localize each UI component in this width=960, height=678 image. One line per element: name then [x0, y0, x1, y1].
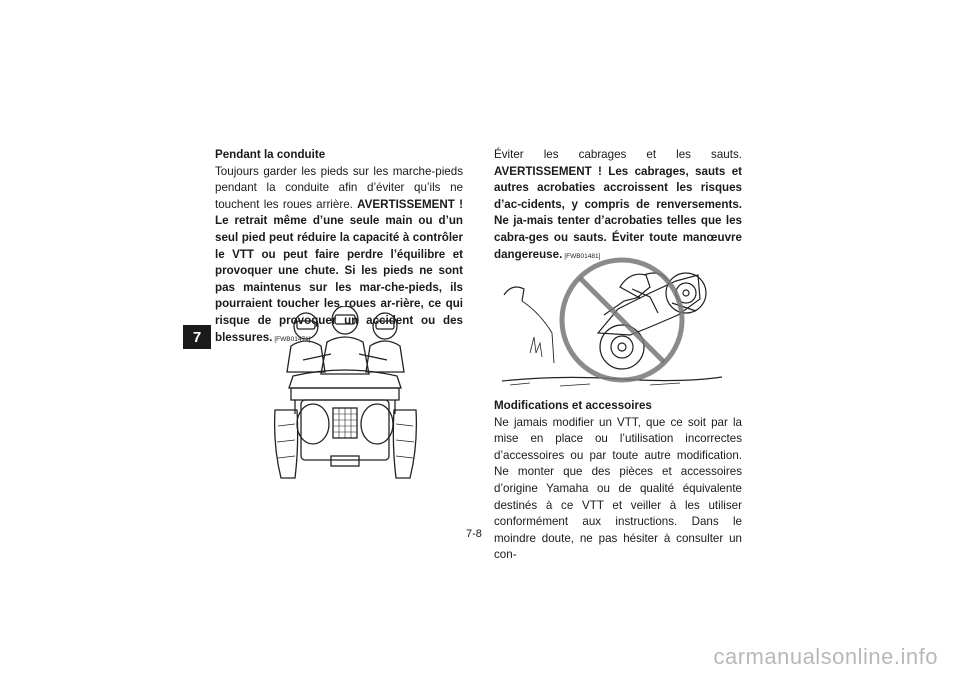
chapter-tab: 7: [183, 325, 211, 349]
riders-on-atv-illustration: [273, 306, 418, 484]
riding-warning: AVERTISSEMENT ! Le retrait même d’une seule main ou d’un seul pied peut réduire la capacité à contrôler le VTT ou peut faire perdre l’équilibre et provoquer une chute. Si les pieds ne sont pas maintenus sur les mar-che-pieds, ils pourraient toucher les roues ar-rière, ce qui risque de provoquer un accident ou des blessures.: [215, 197, 463, 344]
riding-warning-ref: [FWB01471]: [274, 335, 311, 343]
page-number: 7-8: [466, 528, 482, 540]
watermark: carmanualsonline.info: [713, 644, 938, 669]
right-column: [494, 147, 742, 265]
stunts-paragraph: [494, 147, 742, 265]
section-heading-modifications: Modifications et accessoires: [494, 399, 652, 412]
stunts-intro: Éviter les cabrages et les sauts.: [494, 148, 742, 161]
wheelie-prohibited-illustration: [500, 253, 725, 388]
modifications-paragraph: Ne jamais modifier un VTT, que ce soit par la mise en place ou l’utilisation incorrectes d’accessoires ou par toute autre modification. Ne monter que des pièces et accessoires d’origine Yamaha ou de qualité équivalente destinés à ce VTT et veiller à les utiliser conformément aux instructions. Dans le moindre doute, ne pas hésiter à consulter un con-: [494, 415, 742, 562]
riders-atv-drawing: [273, 306, 418, 484]
wheelie-prohibited-drawing: [500, 253, 725, 388]
riding-intro: Toujours garder les pieds sur les marche-pieds pendant la conduite afin d’éviter qu’ils ne touchent les roues arrière.: [215, 164, 463, 211]
stunts-warning: AVERTISSEMENT ! Les cabrages, sauts et autres acrobaties accroissent les risques d’ac-cidents, y compris de renversements. Ne ja-mais tenter d’acrobaties telles que les cabra-ges ou sauts. Éviter toute manœuvre dangereuse.: [494, 164, 742, 261]
section-heading-riding: Pendant la conduite: [215, 148, 326, 161]
stunts-warning-ref: [FWB01481]: [564, 252, 601, 260]
modifications-section: [494, 398, 742, 564]
